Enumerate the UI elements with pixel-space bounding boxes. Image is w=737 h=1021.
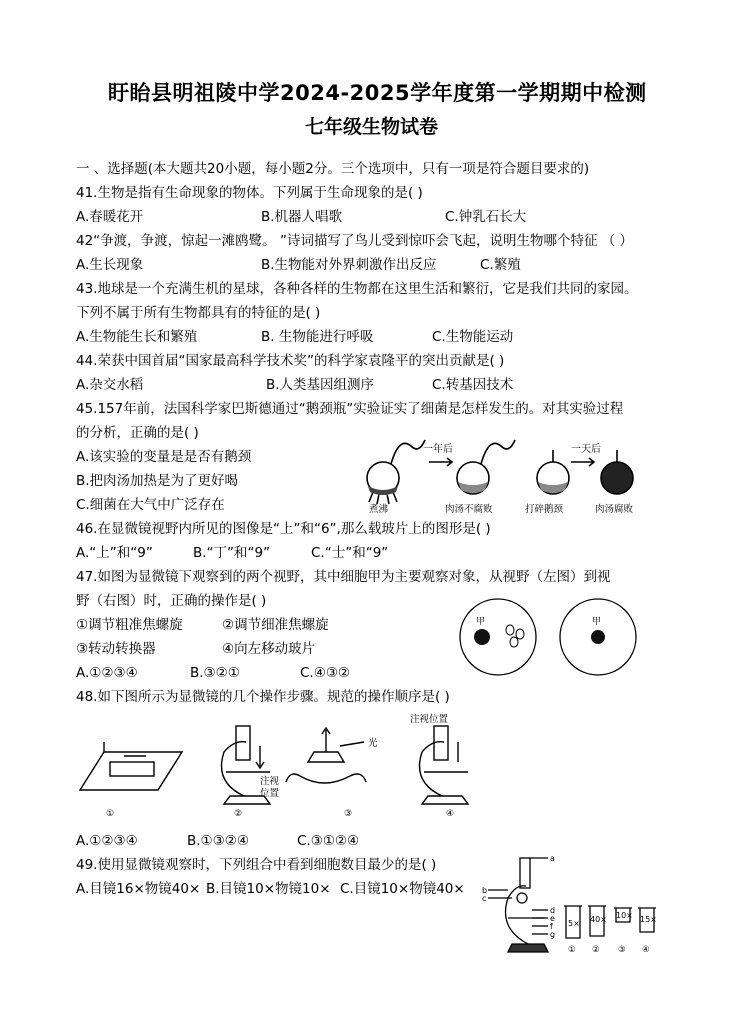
- q45-option-b: B.把肉汤加热是为了更好喝: [76, 473, 239, 489]
- microscope-fields-figure: [452, 592, 652, 682]
- part-label-f: f: [550, 922, 553, 931]
- watch-label-side-2: 位置: [260, 788, 280, 799]
- q48-option-a: A.①②③④: [76, 833, 138, 849]
- lens-num-4: ④: [642, 945, 650, 955]
- lens-num-2: ②: [592, 945, 600, 955]
- q45-stem-line2: 的分析，正确的是( ): [76, 425, 199, 441]
- step-num-2: ②: [234, 809, 243, 819]
- q45-stem-line1: 45.157年前，法国科学家巴斯德通过“鹅颈瓶”实验证实了细菌是怎样发生的。对其实验过程: [76, 401, 624, 417]
- step-num-1: ①: [106, 809, 115, 819]
- cell-jia-left: [474, 629, 490, 645]
- section-heading: 一 、选择题(本大题共20小题，每小题2分。三个选项中，只有一项是符合题目要求的): [76, 161, 590, 177]
- q47-step-2: ②调节细准焦螺旋: [222, 617, 329, 633]
- q41-option-c: C.钟乳石长大: [445, 209, 527, 225]
- flask-label-1: 煮沸: [369, 504, 389, 515]
- lens-num-1: ①: [568, 945, 576, 955]
- flask-label-4: 肉汤腐败: [595, 504, 634, 515]
- flask-label-2: 肉汤不腐败: [445, 504, 493, 515]
- q43-option-a: A.生物能生长和繁殖: [76, 329, 198, 345]
- arrow-label-one-year: 一年后: [423, 444, 453, 455]
- q48-option-c: C.③①②④: [297, 833, 360, 849]
- q42-option-a: A.生长现象: [76, 257, 144, 273]
- cell-jia-right: [591, 630, 605, 644]
- q44-option-b: B.人类基因组测序: [266, 377, 375, 393]
- q47-option-a: A.①②③④: [76, 665, 138, 681]
- q47-option-b: B.③②①: [190, 665, 240, 681]
- q46-option-b: B.“丁”和“9”: [193, 545, 271, 561]
- q45-option-a: A.该实验的变量是是否有鹅颈: [76, 449, 252, 465]
- part-label-b: b: [482, 886, 488, 895]
- q41-option-b: B.机器人唱歌: [261, 209, 343, 225]
- microscope-lenses-figure: [478, 852, 668, 962]
- q49-option-b: B.目镜10×物镜10×: [206, 881, 331, 897]
- q47-step-1: ①调节粗准焦螺旋: [76, 617, 183, 633]
- q49-stem: 49.使用显微镜观察时，下列组合中看到细胞数目最少的是( ): [76, 857, 437, 873]
- q44-option-a: A.杂交水稻: [76, 377, 144, 393]
- q46-stem: 46.在显微镜视野内所见的图像是“上”和“6”,那么载玻片上的图形是( ): [76, 521, 491, 537]
- q42-option-c: C.繁殖: [480, 257, 521, 273]
- q43-option-c: C.生物能运动: [432, 329, 514, 345]
- flask-label-3: 打碎鹅颈: [525, 504, 564, 515]
- q47-step-3: ③转动转换器: [76, 641, 156, 657]
- step-num-4: ④: [446, 809, 455, 819]
- arrow-label-one-day: 一天后: [571, 444, 601, 455]
- q43-stem-line2: 下列不属于所有生物都具有的特征的是( ): [76, 305, 321, 321]
- q46-option-c: C.“士”和“9”: [311, 545, 389, 561]
- exam-title: 盱眙县明祖陵中学2024-2025学年度第一学期期中检测: [108, 81, 647, 105]
- microscope-steps-figure: [74, 712, 494, 824]
- q48-option-b: B.①③②④: [187, 833, 249, 849]
- q44-option-c: C.转基因技术: [432, 377, 514, 393]
- lens-label-3: 10×: [616, 911, 633, 920]
- q41-option-a: A.春暖花开: [76, 209, 144, 225]
- q46-option-a: A.“上”和“9”: [76, 545, 153, 561]
- q47-option-c: C.④③②: [300, 665, 351, 681]
- q42-option-b: B.生物能对外界刺激作出反应: [261, 257, 437, 273]
- part-label-g: g: [550, 930, 556, 939]
- watch-label-side-1: 注视: [260, 776, 280, 787]
- cell-label-left: 甲: [476, 617, 486, 627]
- q47-step-4: ④向左移动玻片: [222, 641, 316, 657]
- field-left: [460, 599, 536, 675]
- q41-stem: 41.生物是指有生命现象的物体。下列属于生命现象的是( ): [76, 185, 423, 201]
- q43-option-b: B. 生物能进行呼吸: [261, 329, 374, 345]
- q48-stem: 48.如下图所示为显微镜的几个操作步骤。规范的操作顺序是( ): [76, 689, 450, 705]
- q47-stem-line1: 47.如图为显微镜下观察到的两个视野，其中细胞甲为主要观察对象，从视野（左图）到视: [76, 569, 611, 585]
- q45-option-c: C.细菌在大气中广泛存在: [76, 497, 225, 513]
- q49-option-a: A.目镜16×物镜40×: [76, 881, 201, 897]
- step-num-3: ③: [344, 809, 353, 819]
- part-label-e: e: [550, 914, 555, 923]
- q47-stem-line2: 野（右图）时，正确的操作是( ): [76, 593, 267, 609]
- cell-label-right: 甲: [592, 617, 602, 627]
- swan-neck-flask-figure: [355, 432, 655, 516]
- part-label-c: c: [482, 894, 487, 903]
- lens-label-2: 40×: [590, 915, 607, 924]
- part-label-a: a: [550, 854, 555, 863]
- q44-stem: 44.荣获中国首届“国家最高科学技术奖”的科学家袁隆平的突出贡献是( ): [76, 353, 505, 369]
- light-label: 光: [368, 738, 378, 749]
- lens-num-3: ③: [618, 945, 626, 955]
- lens-label-1: 5×: [568, 919, 580, 928]
- part-label-d: d: [550, 906, 556, 915]
- q42-stem: 42“争渡，争渡，惊起一滩鸥鹭。 ”诗词描写了鸟儿受到惊吓会飞起，说明生物哪个特征 （ ）: [76, 233, 634, 249]
- q43-stem-line1: 43.地球是一个充满生机的星球，各种各样的生物都在这里生活和繁衍，它是我们共同的家园。: [76, 281, 638, 297]
- lens-label-4: 15×: [640, 915, 657, 924]
- q49-option-c: C.目镜10×物镜40×: [340, 881, 465, 897]
- watch-label-top: 注视位置: [410, 714, 449, 725]
- exam-subtitle: 七年级生物试卷: [305, 116, 439, 138]
